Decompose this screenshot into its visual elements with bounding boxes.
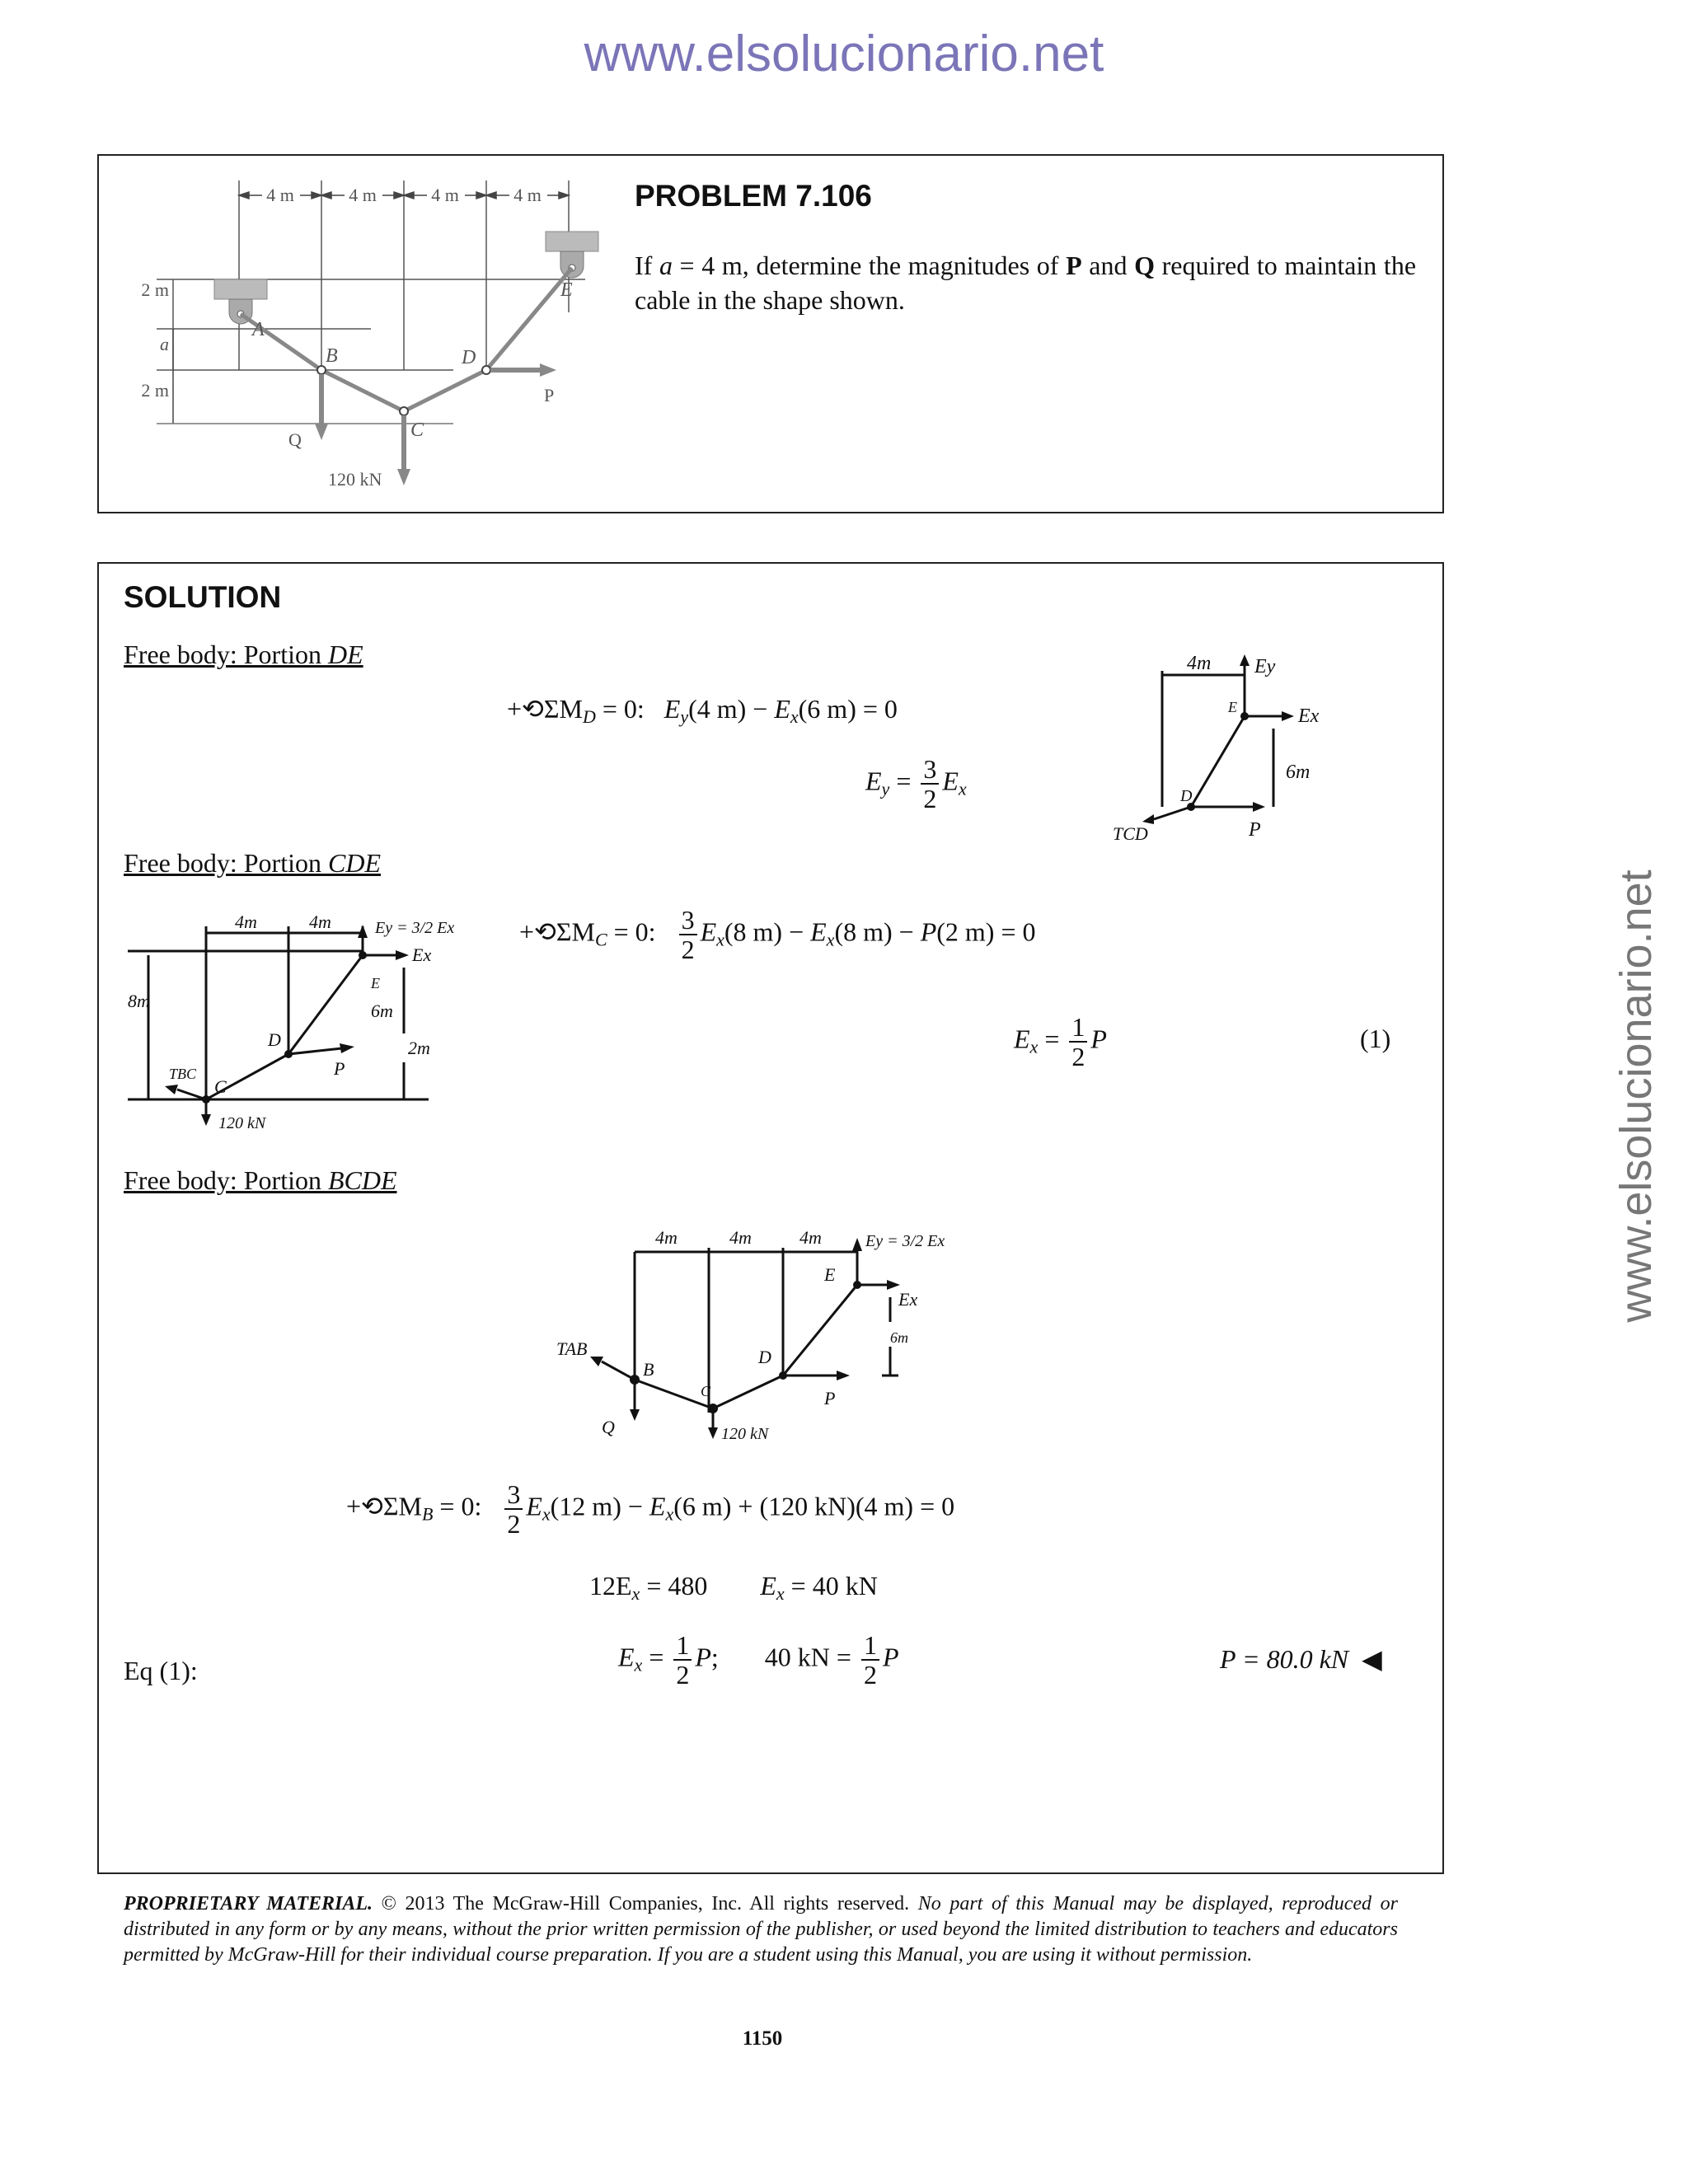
solution-box [97, 562, 1444, 1874]
sk3-c: C [701, 1383, 711, 1399]
sk1-e: E [1228, 699, 1237, 715]
dim-top-2: 4 m [349, 185, 377, 205]
fb-cde-heading: Free body: Portion CDE [124, 848, 381, 878]
label-C: C [410, 419, 424, 441]
sk2-p: P [334, 1058, 345, 1079]
sk3-d1: 4m [655, 1227, 678, 1248]
problem-title: PROBLEM 7.106 [635, 179, 872, 213]
sk3-h: 6m [890, 1329, 908, 1346]
label-120kN: 120 kN [328, 469, 382, 490]
footer-notice: PROPRIETARY MATERIAL. © 2013 The McGraw-Hill Companies, Inc. All rights reserved. No part of this Manual may be displayed, reproduced or distributed in any form or by any means, without the prior written permission of the publisher, or used beyond the limited distribution to teachers and educators permitted by McGraw-Hill for their individual course preparation. If you are a student using this Manual, you are using it without permission. [124, 1893, 1398, 1966]
dim-top-4: 4 m [513, 185, 542, 205]
eq-moment-c: $+⟲\Sigma M_C = 0$: $\frac{3}{2}$ $E_x(8$ $m) - E_x(8$ m) − P(2 m) = 0 [519, 905, 1036, 964]
sk2-d: D [268, 1029, 281, 1050]
label-B: B [326, 345, 338, 367]
sk2-d1: 4m [235, 912, 257, 932]
sk3-b: B [643, 1359, 654, 1380]
sk2-c: C [214, 1076, 227, 1097]
sk2-h6: 6m [371, 1001, 393, 1021]
fb-de-heading: Free body: Portion DE [124, 640, 363, 669]
eq-ey: $E_y$ = $\frac{3}{2}$ $E_x$ [865, 754, 967, 813]
dim-2m-bottom: 2 m [141, 380, 169, 401]
problem-box [97, 154, 1444, 513]
dim-2m-top: 2 m [141, 279, 169, 300]
fb-bcde-heading: Free body: Portion BCDE [124, 1165, 397, 1195]
sk2-d2: 4m [309, 912, 331, 932]
sketch-cde [124, 910, 503, 1132]
sk3-t: TAB [556, 1338, 588, 1359]
sk3-d: D [758, 1347, 771, 1367]
sketch-de [1113, 654, 1393, 852]
label-Q: Q [288, 429, 302, 450]
eq-moment-b: $+⟲\Sigma M_B = 0$: $\frac{3}{2}$ $E_x(12$ $m) - E_x(6$ m) + (120 kN)(4 m) = 0 [346, 1479, 955, 1539]
sk2-ex: Ex [412, 944, 432, 965]
sk1-ex: Ex [1298, 705, 1320, 727]
eq-final: $E_x$ = $\frac{1}{2}$ P; 40 kN = $\frac{1}{2}$ P [618, 1630, 899, 1690]
dim-a: a [160, 334, 169, 354]
label-E: E [560, 279, 573, 301]
eq-moment-d: $+⟲\Sigma M_D = 0$: $E_y(4$ $m) - E_x(6$ m) = 0 [507, 694, 898, 727]
sk3-q: Q [602, 1417, 615, 1437]
sk2-ey: Ey = 3/2 Ex [375, 919, 455, 937]
sk3-d2: 4m [729, 1227, 752, 1248]
sk3-ex: Ex [898, 1289, 918, 1310]
sketch-bcde [536, 1215, 1047, 1462]
sk1-h: 6m [1286, 762, 1311, 783]
eq-ref: Eq (1): [124, 1656, 198, 1685]
sk2-t: TBC [169, 1066, 197, 1082]
sk2-load: 120 kN [218, 1114, 266, 1132]
sk2-h2: 2m [408, 1038, 430, 1058]
problem-statement: If a = 4 m, determine the magnitudes of P and Q required to maintain the cable in the shape shown. [635, 251, 1417, 315]
page-number: 1150 [742, 2027, 783, 2050]
answer-p: P = 80.0 kN ◀ [1220, 1644, 1382, 1674]
eq-label-1: (1) [1360, 1024, 1391, 1053]
solution-title: SOLUTION [124, 580, 282, 614]
sk3-e: E [824, 1264, 836, 1285]
sk1-ey: Ey [1254, 656, 1276, 677]
sk2-e: E [371, 975, 380, 991]
sk1-p: P [1249, 819, 1261, 841]
problem-figure [124, 172, 701, 502]
label-A: A [252, 319, 265, 340]
label-P: P [544, 385, 555, 405]
answer-marker-icon: ◀ [1362, 1644, 1382, 1674]
sk3-p: P [824, 1388, 836, 1408]
label-D: D [462, 347, 476, 368]
sk3-ey: Ey = 3/2 Ex [865, 1232, 945, 1250]
watermark-side: www.elsolucionario.net [1611, 869, 1661, 1323]
sk1-d: D [1180, 787, 1193, 805]
dim-top-1: 4 m [266, 185, 294, 205]
watermark-top: www.elsolucionario.net [584, 26, 1104, 82]
sk1-dim: 4m [1187, 654, 1212, 674]
sk1-t: TCD [1113, 823, 1148, 844]
dim-top-3: 4 m [431, 185, 459, 205]
eq-12ex: $12E_x = 480$ $E_x = 40$ kN [589, 1571, 878, 1604]
sk3-load: 120 kN [721, 1425, 769, 1443]
eq-ex-p: $E_x$ = $\frac{1}{2}$ P [1014, 1012, 1107, 1071]
sk3-d3: 4m [799, 1227, 822, 1248]
sk2-h8: 8m [128, 991, 150, 1011]
